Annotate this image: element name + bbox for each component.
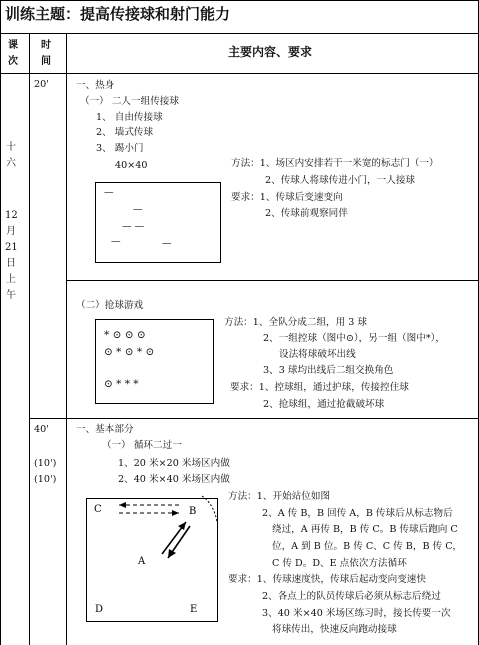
diagram-label-e: E bbox=[190, 604, 198, 615]
table-border-left bbox=[0, 0, 1, 645]
section3-method-2: 2、A 传 B，B 回传 A，B 传球后从标志物后 bbox=[262, 508, 453, 519]
section2-heading: （二）抢球游戏 bbox=[76, 300, 144, 311]
arrow-head bbox=[172, 510, 179, 516]
section3-subtime-2: (10') bbox=[34, 474, 57, 485]
row-divider-2 bbox=[29, 418, 479, 419]
section2-req-2: 2、抢球组，通过抢截破坏球 bbox=[263, 399, 385, 410]
row-divider-1 bbox=[66, 280, 479, 281]
section3-method-1: 方法：1、开始站位如图 bbox=[228, 491, 331, 502]
section1-item-2: 2、 墙式传球 bbox=[96, 127, 154, 138]
game-row-2: ⊙ * ⊙ * ⊙ bbox=[104, 346, 155, 358]
goal-mark: — bbox=[104, 187, 114, 198]
passing-drill-diagram bbox=[86, 494, 224, 624]
arrow-head bbox=[119, 502, 126, 508]
section1-req-1: 要求：1、传球后变速变向 bbox=[231, 192, 343, 203]
section2-method-2: 2、一组控球（图中⊙），另一组（图中*）， bbox=[263, 333, 446, 344]
diagram-label-c: C bbox=[94, 504, 102, 515]
col1-divider bbox=[29, 33, 30, 645]
arrow-head bbox=[178, 522, 186, 530]
section3-subtime-1: (10') bbox=[34, 458, 57, 469]
section3-req-4: 将球传出，快速反向跑动接球 bbox=[272, 624, 397, 635]
page-title: 训练主题：提高传接球和射门能力 bbox=[5, 5, 231, 23]
arrow-head bbox=[168, 549, 176, 558]
section1-size: 40×40 bbox=[115, 160, 148, 171]
section1-method-2: 2、传球人将球传进小门，一人接球 bbox=[265, 175, 416, 186]
table-border-top bbox=[0, 0, 479, 1]
diagram-label-d: D bbox=[95, 604, 104, 615]
section2-method-4: 3、3 球均出线后二组交换角色 bbox=[263, 365, 394, 376]
section3-req-1: 要求：1、传球速度快，传球后起动变向变速快 bbox=[228, 574, 426, 585]
section1-heading: 一、热身 bbox=[76, 80, 115, 91]
header-session: 课次 bbox=[8, 40, 18, 67]
header-time: 时间 bbox=[41, 40, 51, 67]
session-date: 12月21日上午 bbox=[5, 210, 18, 301]
section1-item-3: 3、 踢小门 bbox=[96, 143, 144, 154]
section1-req-2: 2、传球前观察同伴 bbox=[265, 208, 348, 219]
section3-req-2: 2、各点上的队员传球后必须从标志后绕过 bbox=[262, 591, 441, 602]
section1-time: 20' bbox=[34, 79, 49, 90]
game-row-3: ⊙ * * * bbox=[104, 378, 139, 390]
goal-mark: — — bbox=[122, 221, 145, 232]
section3-method-3: 绕过，A 再传 B，B 传 C。B 传球后跑向 C bbox=[272, 524, 458, 535]
header-content: 主要内容、要求 bbox=[228, 45, 313, 59]
drill-field bbox=[87, 499, 218, 622]
title-divider bbox=[0, 33, 479, 34]
runner-path bbox=[202, 496, 217, 522]
section1-method-1: 方法：1、场区内安排若干一米宽的标志门（一） bbox=[231, 158, 439, 169]
col2-divider bbox=[66, 33, 67, 645]
section3-sub: （一） 循环二过一 bbox=[102, 440, 182, 451]
goal-mark: — bbox=[111, 236, 121, 247]
section3-item-2: 2、40 米×40 米场区内做 bbox=[118, 474, 230, 485]
game-row-1: * ⊙ ⊙ ⊙ bbox=[104, 329, 146, 341]
session-number: 十六 bbox=[6, 142, 16, 169]
section1-item-1: 1、 自由传接球 bbox=[96, 112, 163, 123]
header-divider bbox=[0, 73, 479, 74]
goal-mark: — bbox=[133, 204, 143, 215]
section3-req-3: 3、40 米×40 米场区练习时，接长传要一次 bbox=[262, 608, 451, 619]
goal-mark: — bbox=[162, 238, 172, 249]
section3-heading: 一、基本部分 bbox=[76, 424, 134, 435]
section3-item-1: 1、20 米×20 米场区内做 bbox=[118, 458, 230, 469]
section3-time: 40' bbox=[34, 424, 49, 435]
diagram-label-a: A bbox=[138, 556, 146, 567]
section2-method-3: 设法将球破坏出线 bbox=[279, 349, 356, 360]
diagram-label-b: B bbox=[189, 506, 197, 517]
section3-method-4: 位，A 到 B 位。B 传 C、C 传 B，B 传 C， bbox=[272, 541, 463, 552]
section2-req-1: 要求：1、控球组，通过护球，传接控住球 bbox=[230, 382, 409, 393]
section2-method-1: 方法：1、全队分成二组，用 3 球 bbox=[224, 317, 368, 328]
section1-sub: （一） 二人一组传接球 bbox=[80, 96, 179, 107]
section3-method-5: C 传 D。D、E 点依次方法循环 bbox=[272, 558, 407, 569]
